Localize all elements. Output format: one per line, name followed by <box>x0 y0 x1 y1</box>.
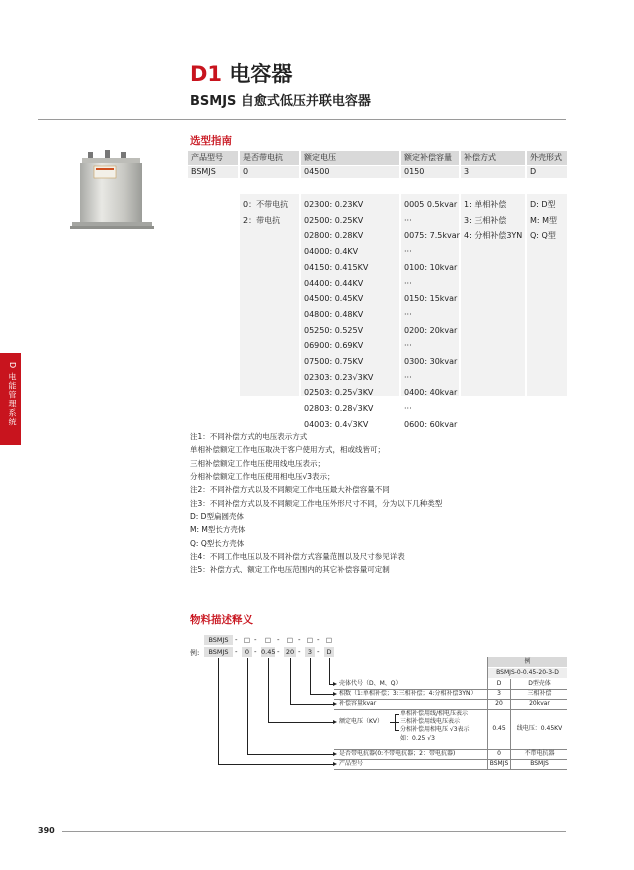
example-label: 例: <box>190 649 200 657</box>
example-table-code: BSMJS-0-0.45-20-3-D <box>488 668 567 678</box>
code-dash: - <box>317 648 320 656</box>
arrow-icon <box>333 720 337 724</box>
desc-reactor: 是否带电抗器(0:不带电抗器；2：带电抗器) <box>339 750 456 757</box>
note-line: 注2：不同补偿方式以及不同额定工作电压最大补偿容量不同 <box>190 485 390 495</box>
voltage-options <box>301 194 399 429</box>
col-header-capacity: 额定补偿容量 <box>401 151 459 165</box>
example-compensation: 3 <box>461 166 525 178</box>
example-code-capacity: 20 <box>495 700 503 707</box>
desc-voltage: 额定电压（KV） <box>339 718 384 725</box>
arrow-icon <box>333 682 337 686</box>
footer-divider <box>62 831 566 832</box>
desc-capacity: 补偿容量kvar <box>339 700 377 707</box>
col-header-compensation: 补偿方式 <box>461 151 525 165</box>
housing-options <box>527 194 567 396</box>
desc-model: 产品型号 <box>339 760 364 767</box>
connector-line <box>310 658 311 694</box>
arrow-icon <box>333 702 337 706</box>
code-dash: - <box>277 648 280 656</box>
list-item: 0005 0.5kvar <box>404 200 458 209</box>
example-reactor: 0 <box>240 166 299 178</box>
connector-line <box>290 704 334 705</box>
connector-line <box>247 754 334 755</box>
example-code-reactor: 0 <box>497 750 501 757</box>
column-divider <box>487 657 488 769</box>
list-item: 3: 三相补偿 <box>464 215 507 225</box>
page-number: 390 <box>38 826 55 835</box>
code-dash: - <box>317 636 320 644</box>
code-model-box: BSMJS <box>204 635 233 645</box>
example-desc-capacity: 20kvar <box>529 700 550 707</box>
code-dash: - <box>298 648 301 656</box>
example-table-header: 例 <box>488 657 567 667</box>
list-item: 0600: 60kvar <box>404 419 458 429</box>
title-divider <box>38 119 566 120</box>
list-item: ··· <box>404 215 412 225</box>
bracket-line <box>395 714 399 715</box>
list-item: 1: 单相补偿 <box>464 200 507 209</box>
list-item: 04400: 0.44KV <box>304 278 364 288</box>
example-capacity: 0150 <box>401 166 459 178</box>
note-line: Q: Q型长方壳体 <box>190 538 245 548</box>
example-housing: D <box>527 166 567 178</box>
code-placeholder-capacity: □ <box>286 636 294 644</box>
connector-line <box>268 722 334 723</box>
voltage-sub-2: 三相补偿用线电压表示 <box>400 718 461 725</box>
voltage-sub-4: 如：0.25 √3 <box>400 735 435 742</box>
list-item: 2：带电抗 <box>243 215 281 225</box>
example-desc-phase: 三相补偿 <box>527 690 552 697</box>
code-dash: - <box>235 636 238 644</box>
col-header-housing: 外壳形式 <box>527 151 567 165</box>
list-item: 02800: 0.28KV <box>304 231 364 241</box>
list-item: 4: 分相补偿3YN <box>464 231 523 241</box>
selection-guide-title: 选型指南 <box>190 135 232 147</box>
code-dash: - <box>298 636 301 644</box>
list-item: 02803: 0.28√3KV <box>304 404 374 414</box>
voltage-sub-1: 单相补偿用线/相电压表示 <box>400 710 469 717</box>
note-line: 单相补偿额定工作电压取决于客户使用方式，相或线皆可； <box>190 445 385 455</box>
list-item: ··· <box>404 341 412 351</box>
column-divider <box>510 679 511 769</box>
example-code-model: BSMJS <box>489 760 509 767</box>
example-desc-housing: D型壳体 <box>528 680 551 687</box>
code-placeholder-housing: □ <box>325 636 333 644</box>
example-code-housing: D <box>496 680 502 687</box>
arrow-icon <box>333 752 337 756</box>
example-reactor-box: 0 <box>242 647 252 657</box>
list-item: M: M型 <box>530 215 558 225</box>
material-desc-title: 物料描述释义 <box>190 614 253 626</box>
list-item: 04000: 0.4KV <box>304 247 359 257</box>
list-item: 0200: 20kvar <box>404 325 458 335</box>
col-header-model: 产品型号 <box>188 151 238 165</box>
list-item: 06900: 0.69KV <box>304 341 364 351</box>
page-title <box>190 58 292 88</box>
list-item: 04500: 0.45KV <box>304 294 364 304</box>
list-item: D: D型 <box>530 200 556 209</box>
list-item: 0：不带电抗 <box>243 200 289 209</box>
list-item: ··· <box>404 404 412 414</box>
list-item: ··· <box>404 278 412 288</box>
list-item: 0400: 40kvar <box>404 388 458 398</box>
code-placeholder-voltage: □ <box>264 636 272 644</box>
example-code-voltage: 0.45 <box>492 725 506 732</box>
example-desc-model: BSMJS <box>530 760 549 767</box>
note-line: 三相补偿额定工作电压使用线电压表示； <box>190 458 325 468</box>
note-line: 分相补偿额定工作电压使用相电压√3表示； <box>190 472 335 482</box>
example-desc-voltage: 线电压：0.45KV <box>516 725 563 732</box>
voltage-sub-3: 分相补偿用相电压 √3表示 <box>400 726 470 733</box>
col-header-voltage: 额定电压 <box>301 151 399 165</box>
arrow-icon <box>333 762 337 766</box>
code-dash: - <box>254 648 257 656</box>
capacitor-product-image <box>68 148 158 234</box>
bracket-line <box>395 722 399 723</box>
col-header-reactor: 是否带电抗 <box>240 151 299 165</box>
connector-line <box>218 658 219 764</box>
notes-block <box>190 430 442 577</box>
list-item: 0075: 7.5kvar <box>404 231 460 241</box>
note-line: M: M型长方壳体 <box>190 525 246 535</box>
list-item: 02303: 0.23√3KV <box>304 372 374 382</box>
list-item: 04800: 0.48KV <box>304 309 364 319</box>
list-item: Q: Q型 <box>530 231 556 241</box>
page-subtitle: BSMJS 自愈式低压并联电容器 <box>190 94 371 109</box>
example-capacity-box: 20 <box>285 648 295 656</box>
example-desc-reactor: 不带电抗器 <box>524 750 555 757</box>
code-dash: - <box>235 648 238 656</box>
example-phase-box: 3 <box>305 647 315 657</box>
code-placeholder-reactor: □ <box>243 636 251 644</box>
code-dash: - <box>277 636 280 644</box>
title-text: 电容器 <box>229 62 293 86</box>
reactor-options <box>240 194 299 396</box>
example-model: BSMJS <box>188 166 238 178</box>
note-line: 注5：补偿方式、额定工作电压范围内的其它补偿容量可定制 <box>190 565 390 575</box>
list-item: ··· <box>404 309 412 319</box>
title-code: D1 <box>190 62 223 86</box>
capacity-options <box>401 194 460 429</box>
compensation-options <box>461 194 525 396</box>
desc-housing: 壳体代号（D、M、Q） <box>339 680 402 687</box>
connector-line <box>247 658 248 754</box>
list-item: 04150: 0.415KV <box>304 262 369 272</box>
connector-line <box>329 658 330 684</box>
side-tab-label: D 电能管理系统 <box>8 362 17 427</box>
note-line: D: D型扁圆壳体 <box>190 512 244 522</box>
code-dash: - <box>254 636 257 644</box>
example-code-phase: 3 <box>497 690 501 697</box>
list-item: ··· <box>404 372 412 382</box>
example-voltage: 04500 <box>301 166 399 178</box>
connector-line <box>310 694 334 695</box>
code-placeholder-phase: □ <box>306 636 314 644</box>
arrow-icon <box>333 692 337 696</box>
note-line: 注1：不同补偿方式的电压表示方式 <box>190 432 308 441</box>
list-item: 0100: 10kvar <box>404 262 458 272</box>
example-model-box: BSMJS <box>204 647 233 657</box>
connector-line <box>290 658 291 704</box>
connector-line <box>218 764 334 765</box>
row-divider <box>334 769 567 770</box>
list-item: 0300: 30kvar <box>404 357 458 367</box>
list-item: 04003: 0.4√3KV <box>304 419 369 429</box>
list-item: 0150: 15kvar <box>404 294 458 304</box>
note-line: 注4：不同工作电压以及不同补偿方式容量范围以及尺寸参见详表 <box>190 552 405 562</box>
note-line: 注3：不同补偿方式以及不同额定工作电压外形尺寸不同，分为以下几种类型 <box>190 498 443 508</box>
list-item: 02503: 0.25√3KV <box>304 388 374 398</box>
list-item: 05250: 0.525V <box>304 325 364 335</box>
list-item: 07500: 0.75KV <box>304 357 364 367</box>
bracket-line <box>395 730 399 731</box>
example-voltage-box: 0.45 <box>261 648 276 656</box>
example-housing-box: D <box>324 647 334 657</box>
list-item: 02300: 0.23KV <box>304 200 364 209</box>
list-item: ··· <box>404 247 412 257</box>
desc-phase: 相数（1:单相补偿；3:三相补偿；4:分相补偿3YN） <box>339 690 477 697</box>
row-divider <box>334 709 567 710</box>
list-item: 02500: 0.25KV <box>304 215 364 225</box>
connector-line <box>268 658 269 722</box>
